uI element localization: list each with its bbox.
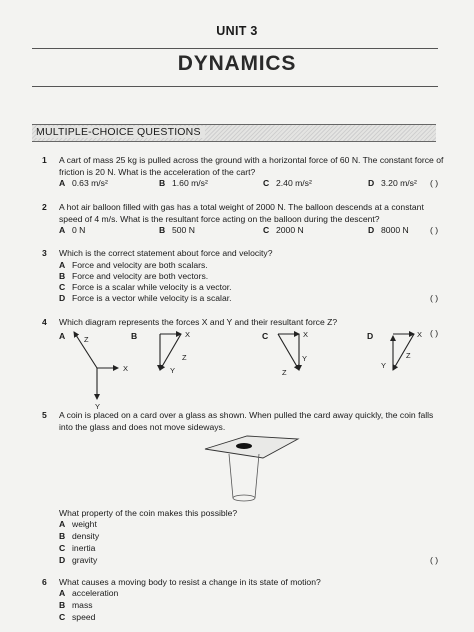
option-c[interactable] (263, 225, 304, 237)
diagram-letter-d[interactable]: D (367, 331, 374, 341)
option-d[interactable] (59, 555, 97, 567)
option-letter: C (59, 612, 66, 622)
option-text: 0 N (72, 225, 86, 235)
header-rule-top (32, 48, 438, 49)
option-text: gravity (72, 555, 98, 565)
question-text: A cart of mass 25 kg is pulled across the ground with a horizontal force of 60 N. The constant force of friction is 20 N. What is the acceleration of the cart? (59, 155, 444, 177)
diagram-c[interactable] (278, 334, 299, 370)
option-text: inertia (72, 543, 96, 553)
option-a[interactable] (59, 225, 85, 237)
option-a[interactable] (59, 519, 97, 531)
vector-y-arrow (393, 334, 414, 370)
question-number: 5 (42, 410, 47, 420)
option-letter: A (59, 225, 66, 235)
option-b[interactable] (59, 271, 208, 283)
option-text: Force is a scalar while velocity is a vector. (72, 282, 232, 292)
option-text: 2.40 m/s² (276, 178, 312, 188)
option-text: Force and velocity are both vectors. (72, 271, 209, 281)
option-letter: C (59, 543, 66, 553)
label-z: Z (406, 351, 411, 360)
header-rule-bottom (32, 86, 438, 87)
label-y: Y (381, 361, 387, 370)
option-letter: C (263, 178, 270, 188)
label-y: Y (302, 354, 308, 363)
option-text: 2000 N (276, 225, 304, 235)
option-text: 3.20 m/s² (381, 178, 417, 188)
option-letter: D (368, 178, 375, 188)
question-text: Which is the correct statement about force and velocity? (59, 248, 273, 258)
option-a[interactable] (59, 260, 208, 272)
question-number: 2 (42, 202, 47, 212)
option-text: acceleration (72, 588, 119, 598)
vector-z-arrow (278, 334, 299, 370)
question-number: 4 (42, 317, 47, 327)
label-y: Y (95, 402, 101, 411)
option-letter: B (159, 225, 166, 235)
diagram-b[interactable] (160, 334, 181, 370)
question-text: Which diagram represents the forces X and Y and their resultant force Z? (59, 317, 338, 327)
option-c[interactable] (59, 612, 95, 624)
option-b[interactable] (159, 225, 195, 237)
option-letter: A (59, 519, 66, 529)
option-d[interactable] (368, 178, 417, 190)
question-prompt: What property of the coin makes this possible? (59, 508, 238, 518)
diagram-d[interactable] (393, 334, 414, 370)
option-letter: D (59, 555, 66, 565)
option-letter: A (59, 260, 66, 270)
glass-sides (229, 454, 259, 498)
question-text: A hot air balloon filled with gas has a total weight of 2000 N. The balloon descends at a constant speed of 4 m/s. What is the resultant force acting on the balloon during the descent? (59, 202, 424, 224)
option-text: 0.63 m/s² (72, 178, 108, 188)
answer-blank[interactable]: ( ) (430, 293, 439, 303)
label-x: X (303, 330, 309, 339)
answer-blank[interactable]: ( ) (430, 178, 439, 188)
option-b[interactable] (159, 178, 208, 190)
coin (236, 443, 252, 449)
option-letter: A (59, 588, 66, 598)
option-d[interactable] (368, 225, 409, 237)
label-z: Z (182, 353, 187, 362)
option-text: Force and velocity are both scalars. (72, 260, 208, 270)
question-number: 1 (42, 155, 47, 165)
option-letter: B (59, 600, 66, 610)
option-letter: B (59, 271, 66, 281)
option-c[interactable] (263, 178, 312, 190)
glass-base (233, 495, 255, 501)
section-title: MULTIPLE-CHOICE QUESTIONS (36, 126, 205, 138)
answer-blank[interactable]: ( ) (430, 555, 439, 565)
diagram-letter-b[interactable]: B (131, 331, 138, 341)
option-a[interactable] (59, 588, 118, 600)
option-a[interactable] (59, 178, 108, 190)
option-text: weight (72, 519, 97, 529)
label-y: Y (170, 366, 176, 375)
option-letter: B (159, 178, 166, 188)
question-text: What causes a moving body to resist a change in its state of motion? (59, 577, 321, 587)
options-row (59, 178, 444, 190)
option-letter: A (59, 178, 66, 188)
answer-blank[interactable]: ( ) (430, 225, 439, 235)
section-banner (32, 124, 436, 142)
option-c[interactable] (59, 543, 95, 555)
page-title: DYNAMICS (177, 52, 297, 75)
label-x: X (417, 330, 423, 339)
option-text: density (72, 531, 100, 541)
coin-card-glass-illustration (203, 428, 303, 508)
option-letter: B (59, 531, 66, 541)
option-letter: D (368, 225, 375, 235)
question-number: 6 (42, 577, 47, 587)
label-x: X (185, 330, 191, 339)
option-text: Force is a vector while velocity is a scalar. (72, 293, 232, 303)
option-text: 8000 N (381, 225, 409, 235)
option-b[interactable] (59, 531, 99, 543)
question-number: 3 (42, 248, 47, 258)
option-letter: D (59, 293, 66, 303)
diagram-letter-a[interactable]: A (59, 331, 66, 341)
label-z: Z (84, 335, 89, 344)
diagram-letter-c[interactable]: C (262, 331, 269, 341)
option-d[interactable] (59, 293, 232, 305)
option-text: 500 N (172, 225, 195, 235)
option-text: speed (72, 612, 96, 622)
option-letter: C (59, 282, 66, 292)
label-x: X (123, 364, 129, 373)
option-text: 1.60 m/s² (172, 178, 208, 188)
option-text: mass (72, 600, 93, 610)
question-text: A coin is placed on a card over a glass as shown. When pulled the card away quickly, the coin falls into the glass and does not move sideways. (59, 410, 434, 432)
options-row (59, 225, 444, 237)
vector-z-arrow (160, 334, 181, 370)
label-z: Z (282, 368, 287, 377)
answer-blank[interactable]: ( ) (430, 328, 439, 338)
option-letter: C (263, 225, 270, 235)
option-b[interactable] (59, 600, 93, 612)
diagram-a[interactable] (74, 332, 118, 399)
option-c[interactable] (59, 282, 232, 294)
unit-label: UNIT 3 (216, 24, 258, 38)
